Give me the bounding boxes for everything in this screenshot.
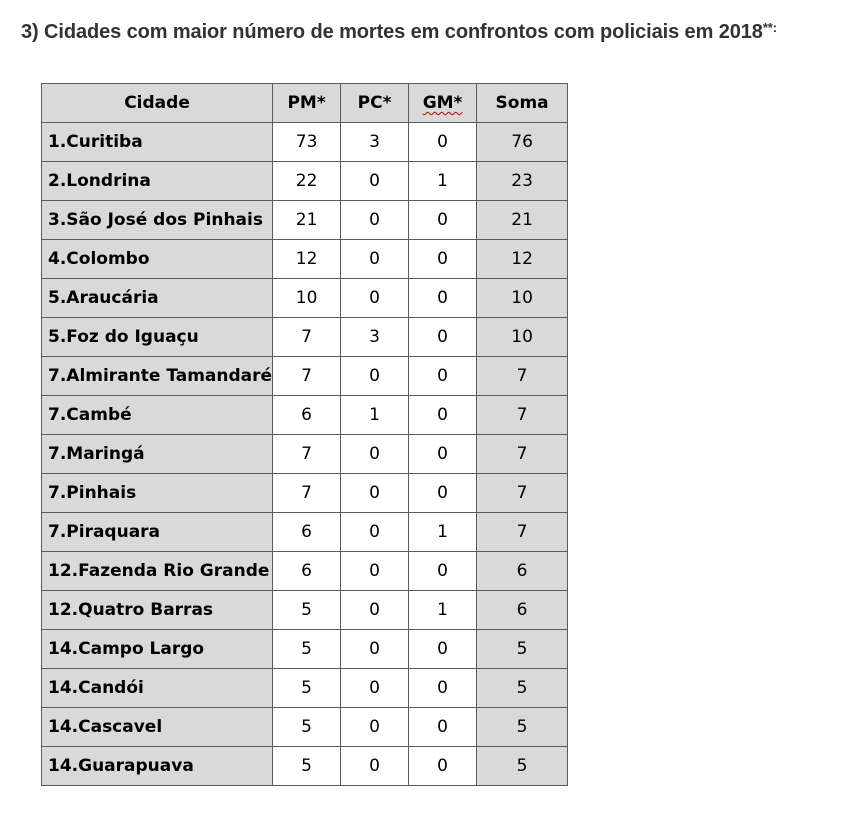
cell-pm: 7: [273, 474, 341, 513]
table-row: [42, 591, 568, 630]
cell-pm: 6: [273, 552, 341, 591]
table-row: [42, 318, 568, 357]
cell-pm: 7: [273, 357, 341, 396]
cell-gm: 0: [409, 240, 477, 279]
table-row: [42, 357, 568, 396]
cell-pc: 0: [341, 435, 409, 474]
cell-pc: 0: [341, 669, 409, 708]
cell-gm: 0: [409, 201, 477, 240]
cell-city: 14.Cascavel: [42, 708, 273, 747]
cell-gm: 0: [409, 357, 477, 396]
table-row: [42, 396, 568, 435]
cell-city: 7.Piraquara: [42, 513, 273, 552]
cell-city: 2.Londrina: [42, 162, 273, 201]
cell-city: 7.Pinhais: [42, 474, 273, 513]
cell-gm: 0: [409, 552, 477, 591]
cell-sum: 7: [477, 474, 568, 513]
cell-city: 7.Almirante Tamandaré: [42, 357, 273, 396]
cell-pc: 0: [341, 630, 409, 669]
cell-gm: 0: [409, 435, 477, 474]
cell-pm: 6: [273, 513, 341, 552]
cell-pc: 0: [341, 474, 409, 513]
cell-city: 12.Quatro Barras: [42, 591, 273, 630]
cell-sum: 5: [477, 747, 568, 786]
cell-sum: 7: [477, 435, 568, 474]
cell-pc: 3: [341, 123, 409, 162]
cell-pm: 12: [273, 240, 341, 279]
header-pm: PM*: [273, 84, 341, 123]
cell-gm: 1: [409, 591, 477, 630]
cell-pm: 6: [273, 396, 341, 435]
cell-pm: 22: [273, 162, 341, 201]
cell-pm: 5: [273, 591, 341, 630]
cell-gm: 1: [409, 513, 477, 552]
table-body: [42, 123, 568, 786]
cell-city: 5.Foz do Iguaçu: [42, 318, 273, 357]
cell-gm: 0: [409, 747, 477, 786]
cell-pc: 0: [341, 240, 409, 279]
cell-gm: 0: [409, 396, 477, 435]
cell-sum: 6: [477, 591, 568, 630]
cell-pc: 1: [341, 396, 409, 435]
header-gm: [409, 84, 477, 123]
cell-pc: 3: [341, 318, 409, 357]
cell-city: 7.Cambé: [42, 396, 273, 435]
cell-sum: 7: [477, 513, 568, 552]
table-row: [42, 630, 568, 669]
cell-sum: 5: [477, 669, 568, 708]
cell-city: 1.Curitiba: [42, 123, 273, 162]
table-row: [42, 552, 568, 591]
cell-pc: 0: [341, 162, 409, 201]
cell-city: 14.Guarapuava: [42, 747, 273, 786]
cell-pc: 0: [341, 708, 409, 747]
table-row: [42, 123, 568, 162]
cell-gm: 0: [409, 279, 477, 318]
cell-pc: 0: [341, 747, 409, 786]
cell-sum: 7: [477, 396, 568, 435]
cell-pc: 0: [341, 201, 409, 240]
header-gm-label: GM*: [422, 93, 463, 113]
cell-city: 7.Maringá: [42, 435, 273, 474]
deaths-table: [41, 83, 568, 786]
page-heading: [21, 20, 777, 44]
cell-pc: 0: [341, 591, 409, 630]
cell-sum: 10: [477, 318, 568, 357]
cell-sum: 12: [477, 240, 568, 279]
cell-pm: 10: [273, 279, 341, 318]
cell-city: 3.São José dos Pinhais: [42, 201, 273, 240]
table-row: [42, 162, 568, 201]
cell-city: 14.Campo Largo: [42, 630, 273, 669]
cell-pm: 5: [273, 747, 341, 786]
cell-pm: 5: [273, 708, 341, 747]
cell-sum: 10: [477, 279, 568, 318]
cell-pc: 0: [341, 552, 409, 591]
cell-sum: 23: [477, 162, 568, 201]
table-row: [42, 669, 568, 708]
cell-pm: 73: [273, 123, 341, 162]
heading-text: 3) Cidades com maior número de mortes em confrontos com policiais em 2018: [21, 21, 763, 43]
cell-pm: 5: [273, 669, 341, 708]
table-row: [42, 201, 568, 240]
cell-gm: 0: [409, 474, 477, 513]
heading-suffix: **:: [762, 20, 777, 35]
cell-pm: 5: [273, 630, 341, 669]
cell-gm: 0: [409, 123, 477, 162]
cell-sum: 5: [477, 708, 568, 747]
cell-gm: 1: [409, 162, 477, 201]
cell-sum: 6: [477, 552, 568, 591]
cell-city: 4.Colombo: [42, 240, 273, 279]
cell-sum: 21: [477, 201, 568, 240]
cell-gm: 0: [409, 630, 477, 669]
header-city: Cidade: [42, 84, 273, 123]
table-row: [42, 747, 568, 786]
cell-gm: 0: [409, 669, 477, 708]
header-pc: PC*: [341, 84, 409, 123]
table-header-row: [42, 84, 568, 123]
cell-city: 5.Araucária: [42, 279, 273, 318]
cell-gm: 0: [409, 708, 477, 747]
table-row: [42, 708, 568, 747]
table-row: [42, 240, 568, 279]
cell-pm: 21: [273, 201, 341, 240]
header-sum: Soma: [477, 84, 568, 123]
cell-sum: 76: [477, 123, 568, 162]
table-row: [42, 435, 568, 474]
cell-pm: 7: [273, 435, 341, 474]
table-row: [42, 513, 568, 552]
cell-city: 12.Fazenda Rio Grande: [42, 552, 273, 591]
cell-pc: 0: [341, 279, 409, 318]
cell-pm: 7: [273, 318, 341, 357]
table-row: [42, 474, 568, 513]
cell-sum: 5: [477, 630, 568, 669]
cell-sum: 7: [477, 357, 568, 396]
cell-gm: 0: [409, 318, 477, 357]
cell-pc: 0: [341, 513, 409, 552]
cell-city: 14.Candói: [42, 669, 273, 708]
cell-pc: 0: [341, 357, 409, 396]
table-row: [42, 279, 568, 318]
